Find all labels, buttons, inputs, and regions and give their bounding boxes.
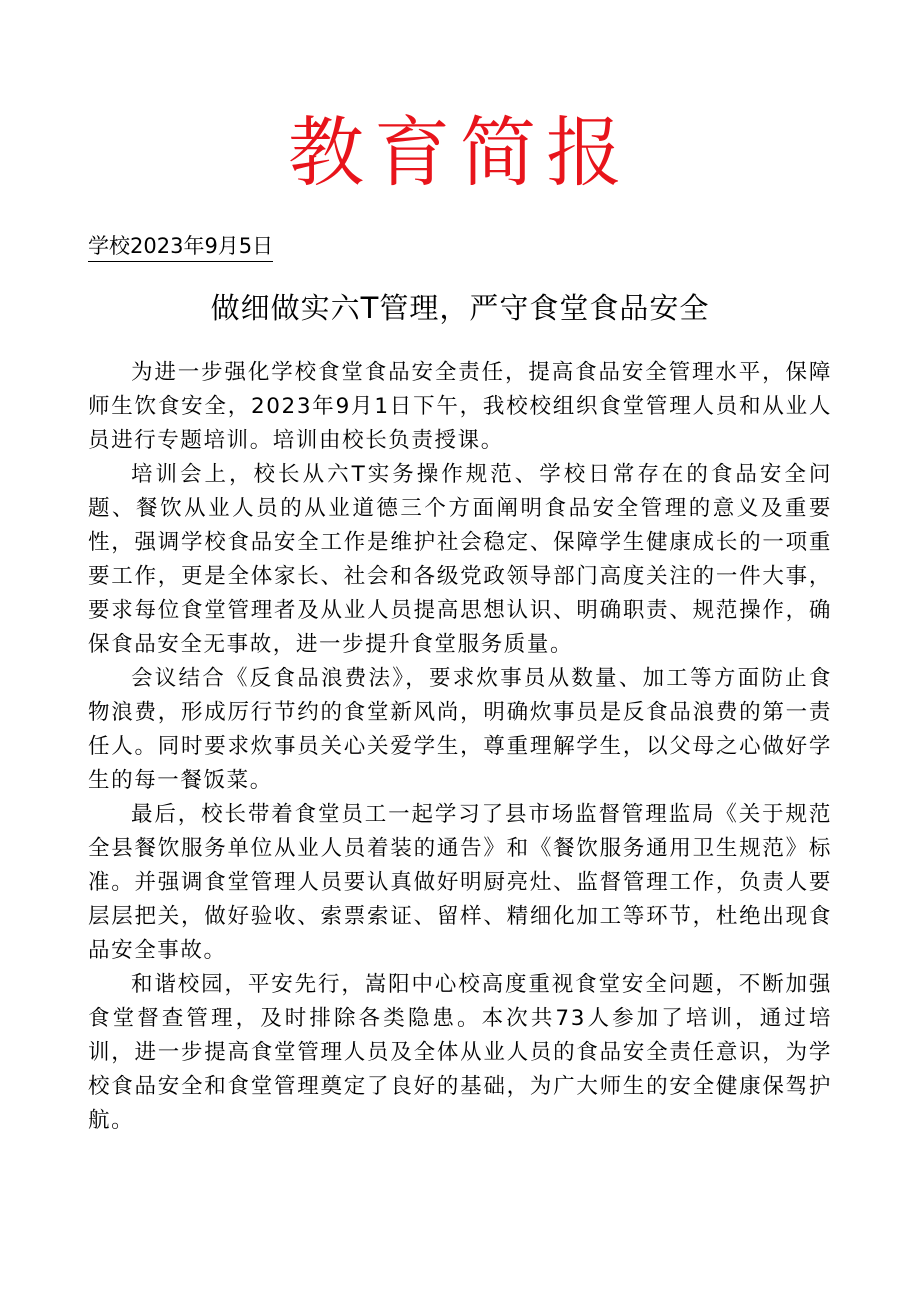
paragraph: 最后，校长带着食堂员工一起学习了县市场监督管理监局《关于规范全县餐饮服务单位从业人员着装的通告》和《餐饮服务通用卫生规范》标准。并强调食堂管理人员要认真做好明厨亮灶、监督管理工作，负责人要层层把关，做好验收、索票索证、留样、精细化加工等环节，杜绝出现食品安全事故。 — [88, 802, 832, 963]
dateline: 学校2023年9月5日 — [88, 232, 273, 262]
paragraph: 和谐校园，平安先行，嵩阳中心校高度重视食堂安全问题，不断加强食堂督查管理，及时排除各类隐患。本次共73人参加了培训，通过培训，进一步提高食堂管理人员及全体从业人员的食品安全责任意识，为学校食品安全和食堂管理奠定了良好的基础，为广大师生的安全健康保驾护航。 — [88, 972, 832, 1133]
paragraph: 培训会上，校长从六T实务操作规范、学校日常存在的食品安全问题、餐饮从业人员的从业道德三个方面阐明食品安全管理的意义及重要性，强调学校食品安全工作是维护社会稳定、保障学生健康成长的一项重要工作，更是全体家长、社会和各级党政领导部门高度关注的一件大事，要求每位食堂管理者及从业人员提高思想认识、明确职责、规范操作，确保食品安全无事故，进一步提升食堂服务质量。 — [88, 462, 832, 657]
paragraph: 会议结合《反食品浪费法》，要求炊事员从数量、加工等方面防止食物浪费，形成厉行节约的食堂新风尚，明确炊事员是反食品浪费的第一责任人。同时要求炊事员关心关爱学生，尊重理解学生，以父母之心做好学生的每一餐饭菜。 — [88, 666, 832, 793]
masthead-title: 教育简报 — [288, 108, 632, 197]
article-headline: 做细做实六T管理，严守食堂食品安全 — [210, 291, 710, 325]
article-body — [88, 356, 832, 1138]
paragraph: 为进一步强化学校食堂食品安全责任，提高食品安全管理水平，保障师生饮食安全，2023年9月1日下午，我校校组织食堂管理人员和从业人员进行专题培训。培训由校长负责授课。 — [88, 360, 832, 453]
